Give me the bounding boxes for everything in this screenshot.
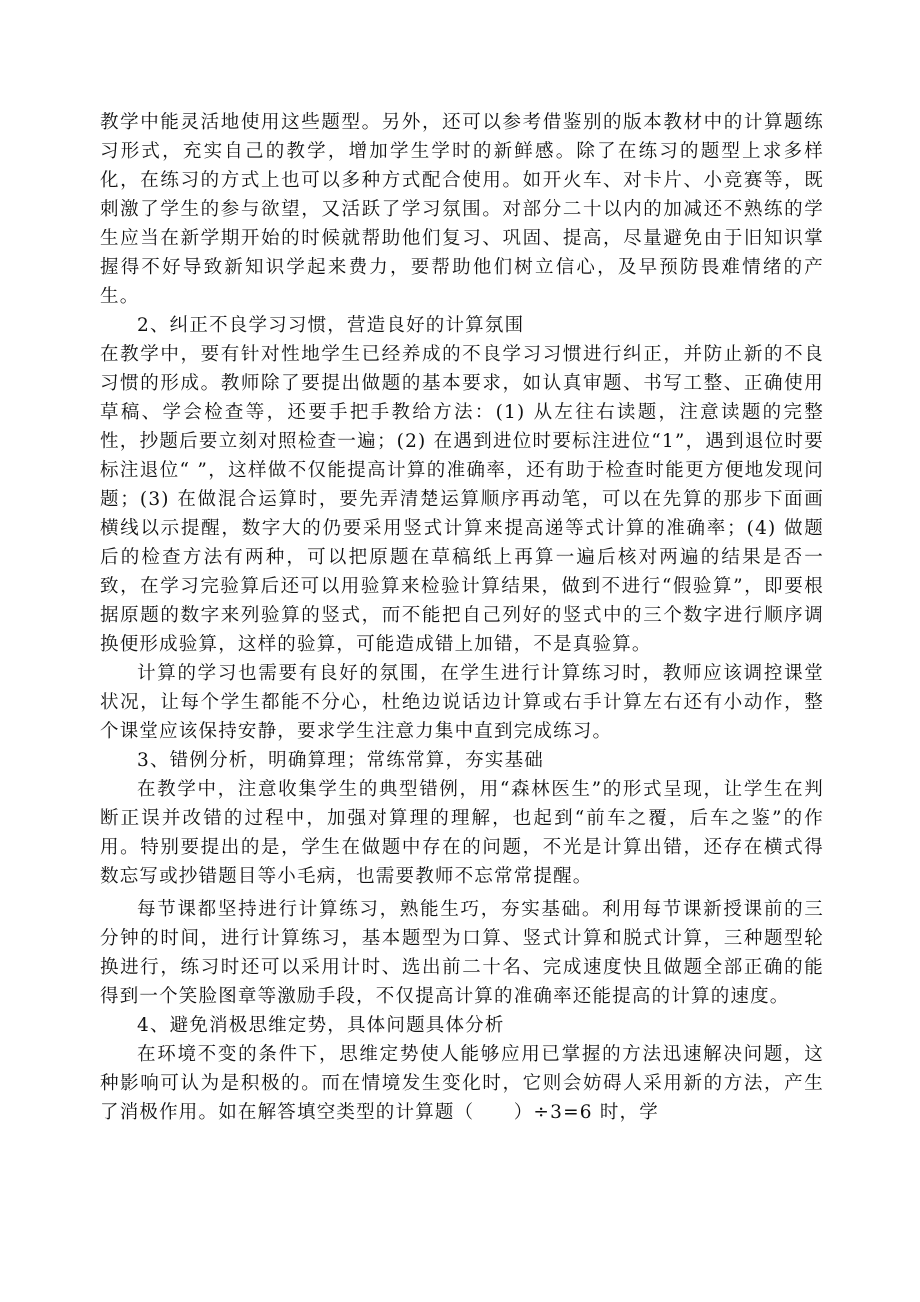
document-page: [100, 108, 824, 1127]
paragraph-intro: 教学中能灵活地使用这些题型。另外，还可以参考借鉴别的版本教材中的计算题练习形式，充实自己的教学，增加学生学时的新鲜感。除了在练习的题型上求多样化，在练习的方式上也可以多种方式配合使用。如开火车、对卡片、小竞赛等，既刺激了学生的参与欲望，又活跃了学习氛围。对部分二十以内的加减还不熟练的学生应当在新学期开始的时候就帮助他们复习、巩固、提高，尽量避免由于旧知识掌握得不好导致新知识学起来费力，要帮助他们树立信心，及早预防畏难情绪的产生。: [100, 112, 824, 307]
paragraph-daily-practice: 每节课都坚持进行计算练习，熟能生巧，夯实基础。利用每节课新授课前的三分钟的时间，进行计算练习，基本题型为口算、竖式计算和脱式计算，三种题型轮换进行，练习时还可以采用计时、选出前二十名、完成速度快且做题全部正确的能得到一个笑脸图章等激励手段，不仅提高计算的准确率还能提高的计算的速度。: [100, 899, 824, 1007]
paragraph-habits: 在教学中，要有针对性地学生已经养成的不良学习习惯进行纠正，并防止新的不良习惯的形成。教师除了要提出做题的基本要求，如认真审题、书写工整、正确使用草稿、学会检查等，还要手把手教给方法：(1) 从左往右读题，注意读题的完整性，抄题后要立刻对照检查一遍；(2) 在遇到进位时要标注进位“1”，遇到退位时要标注退位“ ”，这样做不仅能提高计算的准确率，还有助于检查时能更方便地发现问题；(3) 在做混合运算时，要先弄清楚运算顺序再动笔，可以在先算的那步下面画横线以示提醒，数字大的仍要采用竖式计算来提高递等式计算的准确率；(4) 做题后的检查方法有两种，可以把原题在草稿纸上再算一遍后核对两遍的结果是否一致，在学习完验算后还可以用验算来检验计算结果，做到不进行“假验算”，即要根据原题的数字来列验算的竖式，而不能把自己列好的竖式中的三个数字进行顺序调换便形成验算，这样的验算，可能造成错上加错，不是真验算。: [100, 344, 824, 655]
section-heading-3: 3、错例分析，明确算理；常练常算，夯实基础: [137, 750, 544, 771]
paragraph-error-analysis: 在教学中，注意收集学生的典型错例，用“森林医生”的形式呈现，让学生在判断正误并改错的过程中，加强对算理的理解，也起到“前车之覆，后车之鉴”的作用。特别要提出的是，学生在做题中存在的问题，不光是计算出错，还存在横式得数忘写或抄错题目等小毛病，也需要教师不忘常常提醒。: [100, 779, 824, 887]
paragraph-mindset: 在环境不变的条件下，思维定势使人能够应用已掌握的方法迅速解决问题，这种影响可认为是积极的。而在情境发生变化时，它则会妨碍人采用新的方法，产生了消极作用。如在解答填空类型的计算题（ ）÷3=6 时，学: [100, 1044, 824, 1123]
paragraph-atmosphere: 计算的学习也需要有良好的氛围，在学生进行计算练习时，教师应该调控课堂状况，让每个学生都能不分心，杜绝边说话边计算或右手计算左右还有小动作，整个课堂应该保持安静，要求学生注意力集中直到完成练习。: [100, 663, 824, 742]
section-heading-2: 2、纠正不良学习习惯，营造良好的计算氛围: [137, 315, 525, 336]
section-heading-4: 4、避免消极思维定势，具体问题具体分析: [137, 1015, 505, 1036]
